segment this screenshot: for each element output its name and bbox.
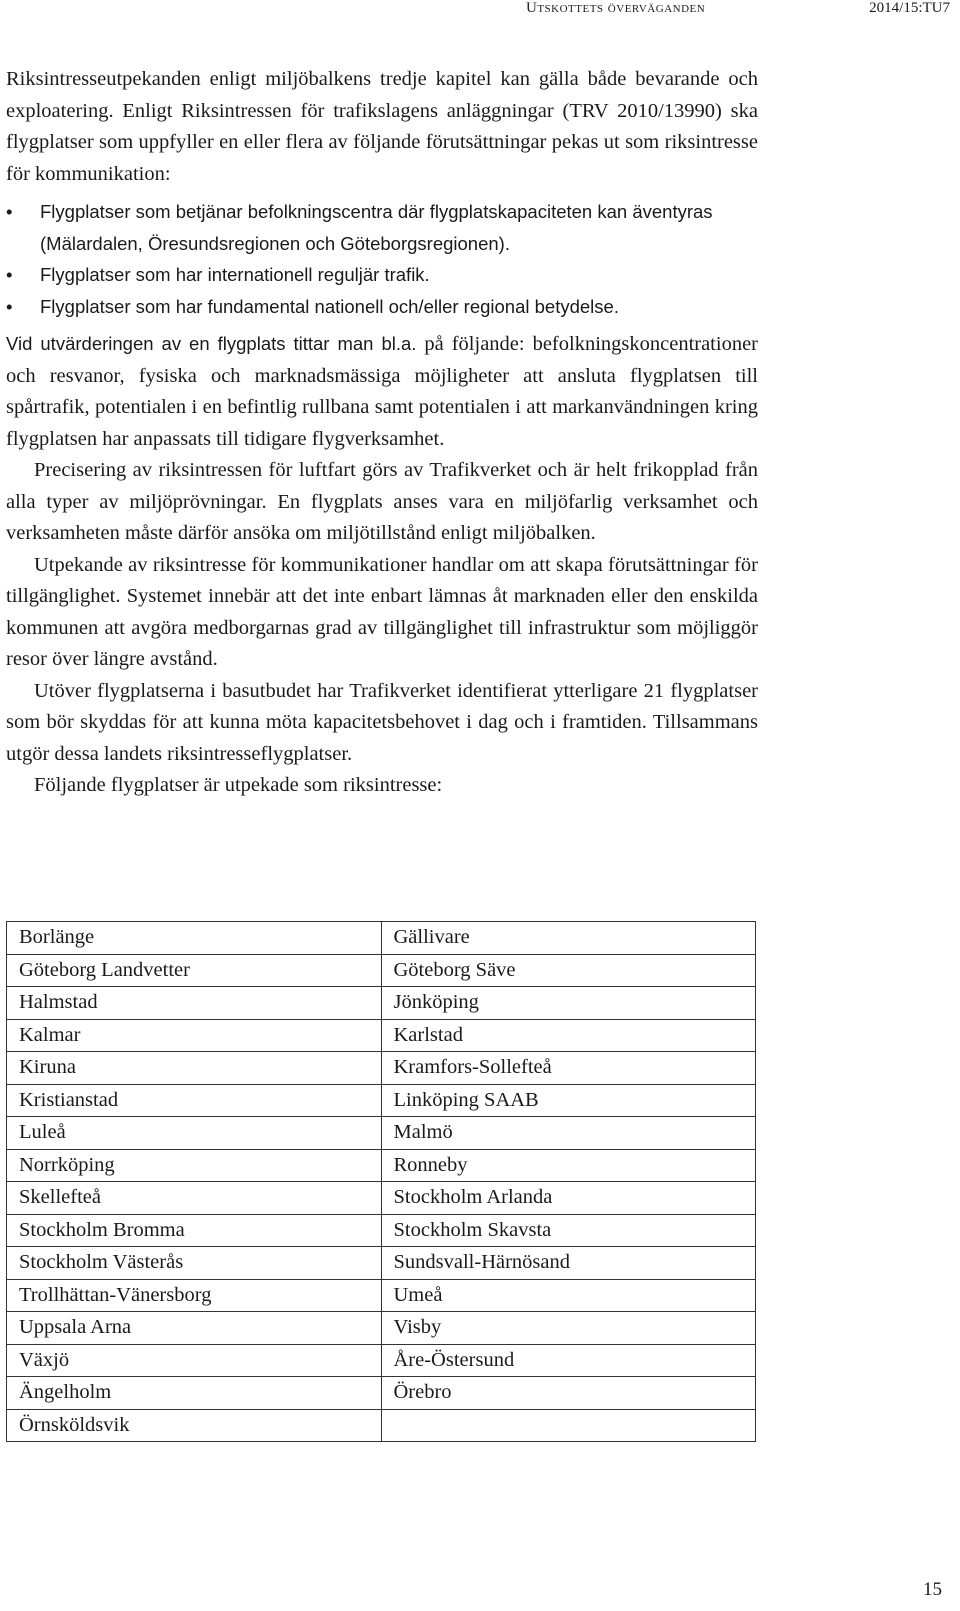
airport-cell-left: Uppsala Arna [7,1312,382,1345]
table-row [7,1214,756,1247]
airport-cell-left: Örnsköldsvik [7,1409,382,1442]
airport-cell-left: Luleå [7,1117,382,1150]
table-row [7,1182,756,1215]
table-row [7,1247,756,1280]
bullet-icon: • [6,264,13,285]
running-header-doc-id: 2014/15:TU7 [869,0,950,16]
airport-cell-left: Kalmar [7,1019,382,1052]
airport-cell-right: Jönköping [381,987,756,1020]
airport-cell-right [381,1409,756,1442]
airport-cell-right: Gällivare [381,922,756,955]
paragraph-accessibility: Utpekande av riksintresse för kommunikationer handlar om att skapa förutsättningar för tillgänglighet. Systemet innebär att det inte enbart lämnas åt marknaden eller den enskilda kommunen att avgöra medborgarnas grad av tillgänglighet till infrastruktur som möjliggör resor över längre avstånd. [6,553,758,670]
list-item [6,196,758,259]
airport-cell-right: Umeå [381,1279,756,1312]
paragraph-precision: Precisering av riksintressen för luftfart görs av Trafikverket och är helt frikopplad från alla typer av miljöprövningar. En flygplats anses vara en miljöfarlig verksamhet och verksamheten måste därför ansöka om miljötillstånd enligt miljöbalken. [6,459,758,544]
airport-cell-left: Stockholm Västerås [7,1247,382,1280]
airport-cell-left: Ängelholm [7,1377,382,1410]
airport-cell-left: Skellefteå [7,1182,382,1215]
airport-cell-left: Borlänge [7,922,382,955]
criteria-list [6,196,758,322]
list-item-text: Flygplatser som har fundamental nationell och/eller regional betydelse. [40,295,619,317]
airport-cell-left: Kristianstad [7,1084,382,1117]
airport-cell-right: Kramfors-Sollefteå [381,1052,756,1085]
bullet-icon: • [6,201,13,222]
list-item [6,291,758,323]
running-header-section: Utskottets överväganden [526,0,706,16]
airport-cell-right: Ronneby [381,1149,756,1182]
table-row [7,1149,756,1182]
paragraph-evaluation-lead: Vid utvärderingen av en flygplats tittar man bl.a. [6,333,417,354]
table-row [7,1279,756,1312]
airport-cell-left: Norrköping [7,1149,382,1182]
paragraph-evaluation [6,328,758,455]
airport-cell-right: Örebro [381,1377,756,1410]
table-row [7,1409,756,1442]
table-row [7,1117,756,1150]
list-item [6,259,758,291]
table-row [7,1019,756,1052]
airport-cell-right: Åre-Östersund [381,1344,756,1377]
main-text [6,64,758,802]
table-row [7,1344,756,1377]
table-row [7,922,756,955]
table-row [7,1052,756,1085]
list-item-text: Flygplatser som betjänar befolkningscentra där flygplatskapaciteten kan äventyras (Mälardalen, Öresundsregionen och Göteborgsregionen). [40,201,713,254]
paragraph-intro: Riksintresseutpekanden enligt miljöbalkens tredje kapitel kan gälla både bevarande och exploatering. Enligt Riksintressen för trafikslagens anläggningar (TRV 2010/13990) ska flygplatser som uppfyller en eller flera av följande förutsättningar pekas ut som riksintresse för kommunikation: [6,68,758,185]
airport-cell-left: Trollhättan-Vänersborg [7,1279,382,1312]
table-row [7,1312,756,1345]
bullet-icon: • [6,295,13,317]
airport-cell-left: Kiruna [7,1052,382,1085]
table-row [7,954,756,987]
paragraph-list-intro: Följande flygplatser är utpekade som riksintresse: [34,774,443,796]
airport-cell-right: Malmö [381,1117,756,1150]
airport-table [6,921,756,1442]
airport-cell-right: Stockholm Skavsta [381,1214,756,1247]
airport-cell-right: Sundsvall-Härnösand [381,1247,756,1280]
airport-cell-right: Linköping SAAB [381,1084,756,1117]
table-row [7,1084,756,1117]
airport-cell-right: Stockholm Arlanda [381,1182,756,1215]
table-row [7,987,756,1020]
airport-cell-left: Stockholm Bromma [7,1214,382,1247]
airport-cell-right: Karlstad [381,1019,756,1052]
table-row [7,1377,756,1410]
airport-cell-left: Växjö [7,1344,382,1377]
list-item-text: Flygplatser som har internationell reguljär trafik. [40,264,430,285]
paragraph-evaluation-rest: på följande: befolkningskoncentrationer och resvanor, fysiska och marknadsmässiga möjligheter att ansluta flygplatsen till spårtrafik, potentialen i en befintlig rullbana samt potentialen i att markanvändningen kring flygplatsen har anpassats till tidigare flygverksamhet. [6,333,759,450]
airport-cell-left: Göteborg Landvetter [7,954,382,987]
page-number: 15 [923,1579,942,1600]
airport-cell-left: Halmstad [7,987,382,1020]
paragraph-additional-airports: Utöver flygplatserna i basutbudet har Trafikverket identifierat ytterligare 21 flygplatser som bör skyddas för att kunna möta kapacitetsbehovet i dag och i framtiden. Tillsammans utgör dessa landets riksintresseflygplatser. [6,679,758,765]
airport-cell-right: Visby [381,1312,756,1345]
airport-cell-right: Göteborg Säve [381,954,756,987]
